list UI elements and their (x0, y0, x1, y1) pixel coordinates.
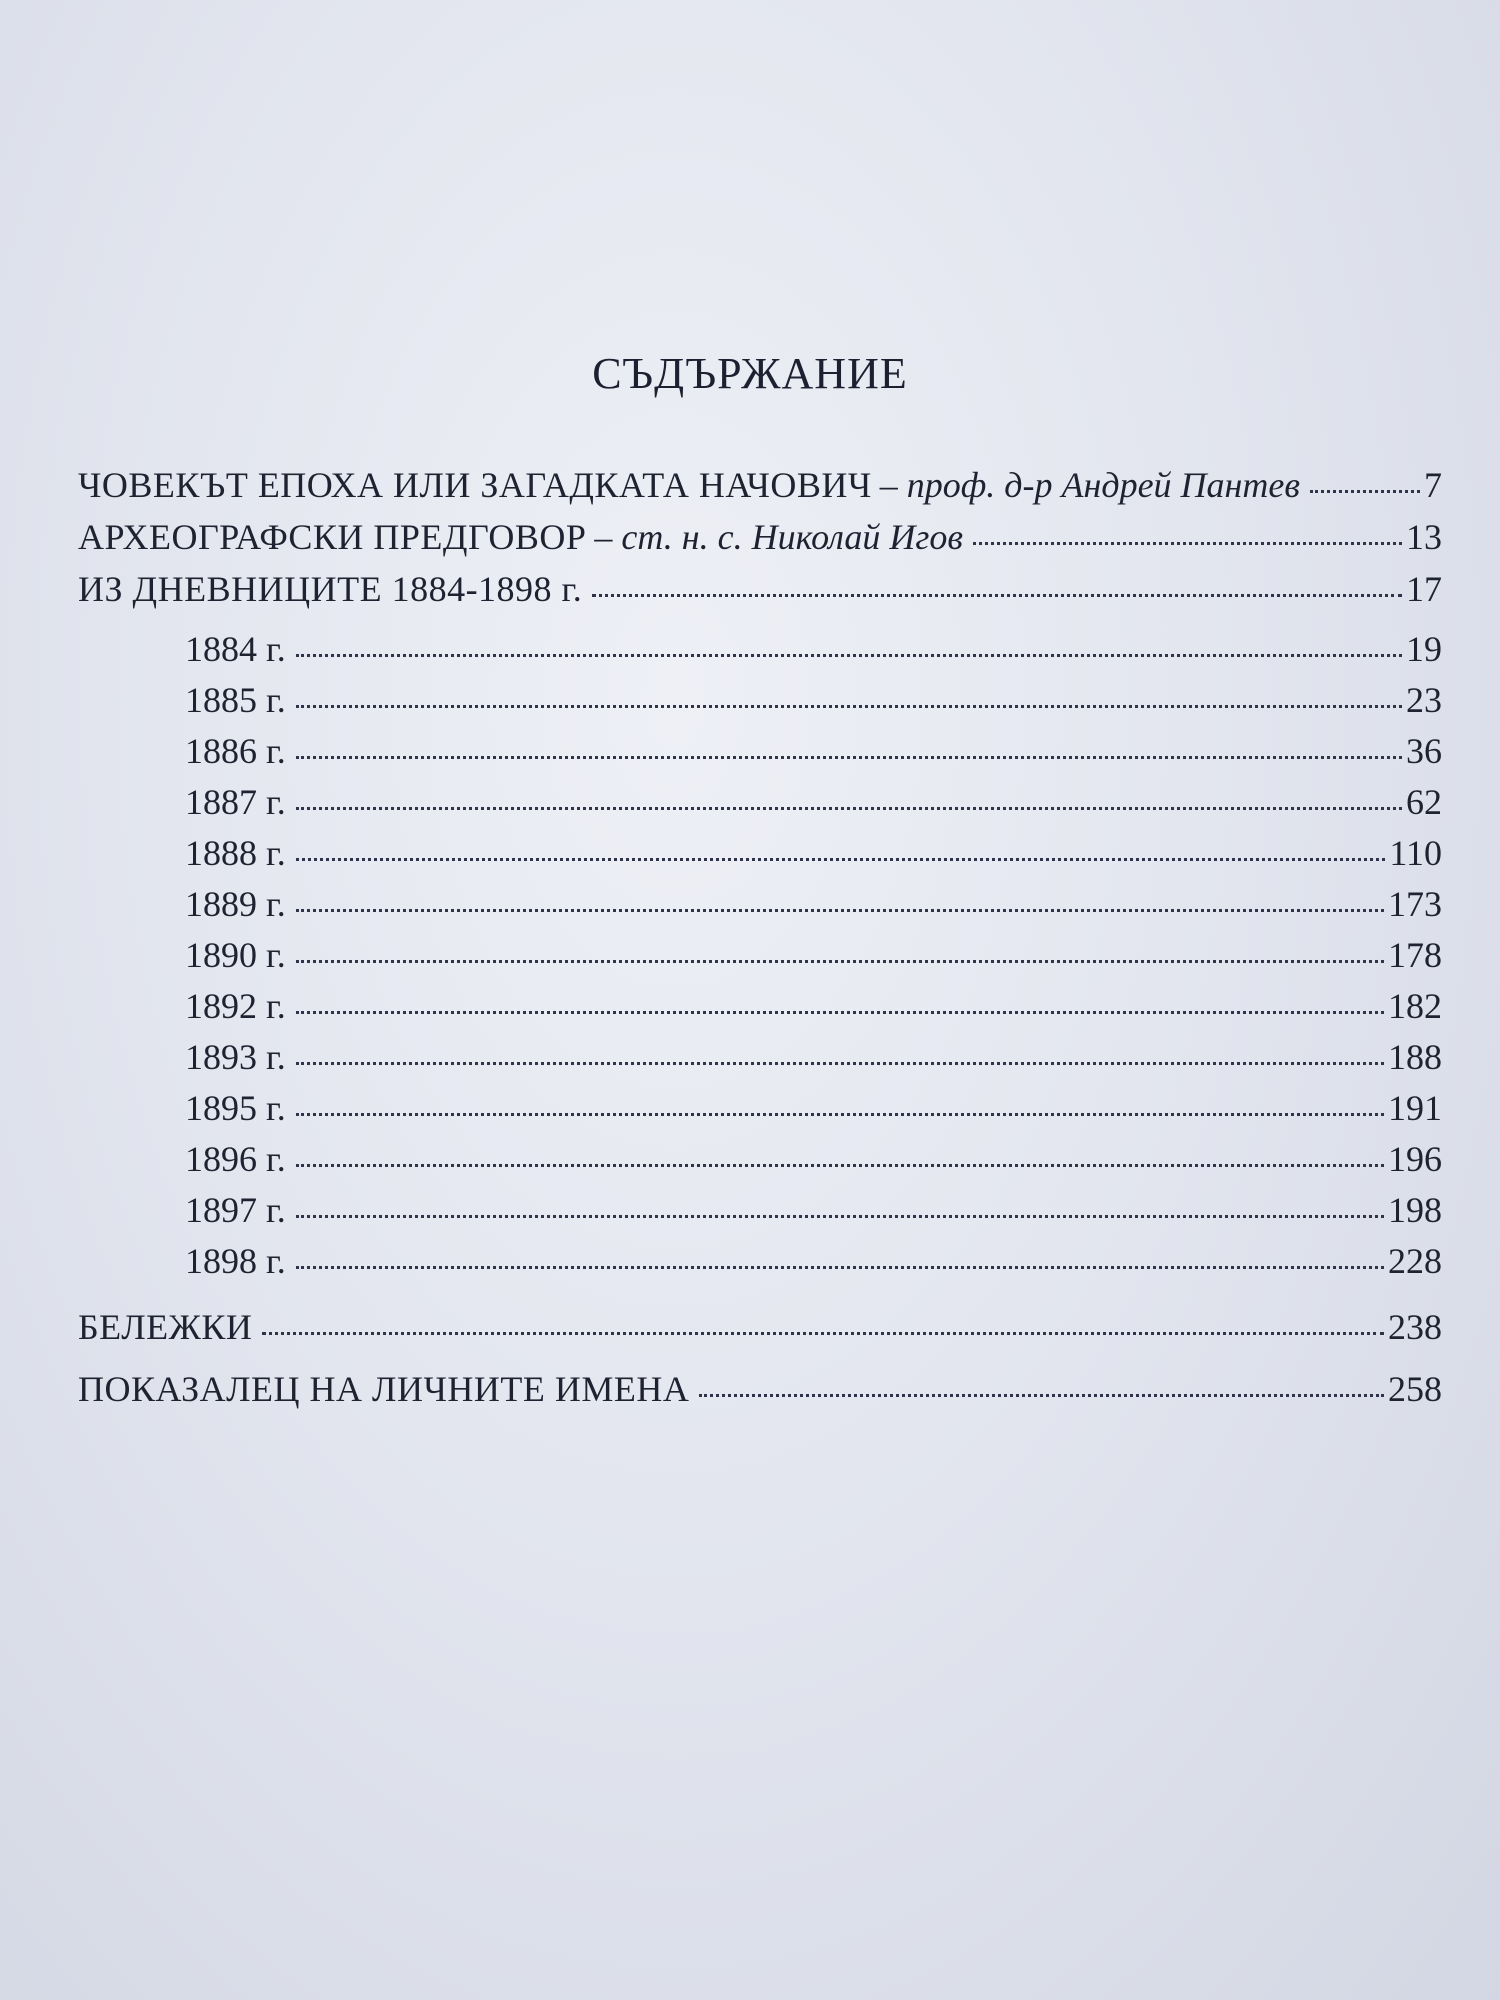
dot-leader (1310, 490, 1420, 493)
dot-leader (296, 807, 1402, 810)
toc-entry-label: 1885 г. (185, 680, 286, 720)
toc-entry-label: БЕЛЕЖКИ (78, 1307, 253, 1347)
toc-entry[interactable] (78, 1306, 1442, 1352)
dot-leader (296, 1011, 1384, 1014)
toc-entry-page: 17 (1406, 569, 1442, 609)
dot-leader (296, 858, 1386, 861)
toc-entry-page: 178 (1388, 935, 1442, 975)
toc-entry-page: 62 (1406, 782, 1442, 822)
toc-entry-page: 110 (1389, 833, 1442, 873)
toc-entry-label: ИЗ ДНЕВНИЦИТЕ 1884-1898 г. (78, 569, 583, 609)
toc-entry-label: 1886 г. (185, 731, 286, 771)
toc-entry-label: ЧОВЕКЪТ ЕПОХА ИЛИ ЗАГАДКАТА НАЧОВИЧ (78, 465, 872, 505)
toc-entry-author: – проф. д-р Андрей Пантев (879, 465, 1301, 505)
toc-entry-label: ПОКАЗАЛЕЦ НА ЛИЧНИТЕ ИМЕНА (78, 1369, 690, 1409)
dot-leader (296, 1266, 1384, 1269)
toc-entry-label: 1888 г. (185, 833, 286, 873)
toc-entry-label: 1893 г. (185, 1037, 286, 1077)
toc-entry-label: 1895 г. (185, 1088, 286, 1128)
toc-entry-page: 182 (1388, 986, 1442, 1026)
toc-entry-page: 191 (1388, 1088, 1442, 1128)
dot-leader (296, 1062, 1384, 1065)
toc-entry-page: 36 (1406, 731, 1442, 771)
toc-entry-label: 1890 г. (185, 935, 286, 975)
dot-leader (296, 1215, 1384, 1218)
toc-entry-label: 1892 г. (185, 986, 286, 1026)
toc-subentry[interactable] (185, 679, 1442, 725)
dot-leader (296, 909, 1384, 912)
toc-subentry[interactable] (185, 628, 1442, 674)
toc-entry-page: 13 (1406, 517, 1442, 557)
toc-subentry[interactable] (185, 883, 1442, 929)
dot-leader (296, 1113, 1384, 1116)
toc-subentry[interactable] (185, 1087, 1442, 1133)
toc-entry-page: 196 (1388, 1139, 1442, 1179)
toc-subentry[interactable] (185, 781, 1442, 827)
toc-entry[interactable] (78, 1368, 1442, 1414)
dot-leader (296, 654, 1402, 657)
dot-leader (296, 1164, 1384, 1167)
toc-entry-page: 7 (1424, 465, 1442, 505)
dot-leader (296, 705, 1402, 708)
toc-subentry[interactable] (185, 934, 1442, 980)
toc-entry-page: 23 (1406, 680, 1442, 720)
toc-entry-label: 1897 г. (185, 1190, 286, 1230)
toc-entry-page: 258 (1388, 1369, 1442, 1409)
toc-subentry[interactable] (185, 985, 1442, 1031)
dot-leader (973, 542, 1402, 545)
toc-entry-page: 228 (1388, 1241, 1442, 1281)
toc-entry-label: 1898 г. (185, 1241, 286, 1281)
toc-subentry[interactable] (185, 832, 1442, 878)
toc-entry[interactable] (78, 516, 1442, 562)
toc-entry-page: 188 (1388, 1037, 1442, 1077)
toc-entry-label: 1887 г. (185, 782, 286, 822)
toc-subentry[interactable] (185, 1189, 1442, 1235)
toc-subentry[interactable] (185, 1240, 1442, 1286)
toc-entry-page: 238 (1388, 1307, 1442, 1347)
toc-subentry[interactable] (185, 1138, 1442, 1184)
toc-entry[interactable] (78, 568, 1442, 614)
toc-entry-page: 19 (1406, 629, 1442, 669)
toc-entry-author: – ст. н. с. Николай Игов (594, 517, 964, 557)
toc-entry[interactable] (78, 464, 1442, 510)
toc-subentry[interactable] (185, 1036, 1442, 1082)
dot-leader (296, 960, 1384, 963)
dot-leader (262, 1332, 1384, 1335)
dot-leader (592, 594, 1402, 597)
toc-title: СЪДЪРЖАНИЕ (592, 349, 908, 398)
toc-entry-label: 1889 г. (185, 884, 286, 924)
toc-entry-page: 173 (1388, 884, 1442, 924)
dot-leader (296, 756, 1402, 759)
toc-entry-label: 1884 г. (185, 629, 286, 669)
toc-entry-label: АРХЕОГРАФСКИ ПРЕДГОВОР (78, 517, 587, 557)
dot-leader (699, 1394, 1384, 1397)
toc-subentry[interactable] (185, 730, 1442, 776)
toc-entry-label: 1896 г. (185, 1139, 286, 1179)
toc-entry-page: 198 (1388, 1190, 1442, 1230)
